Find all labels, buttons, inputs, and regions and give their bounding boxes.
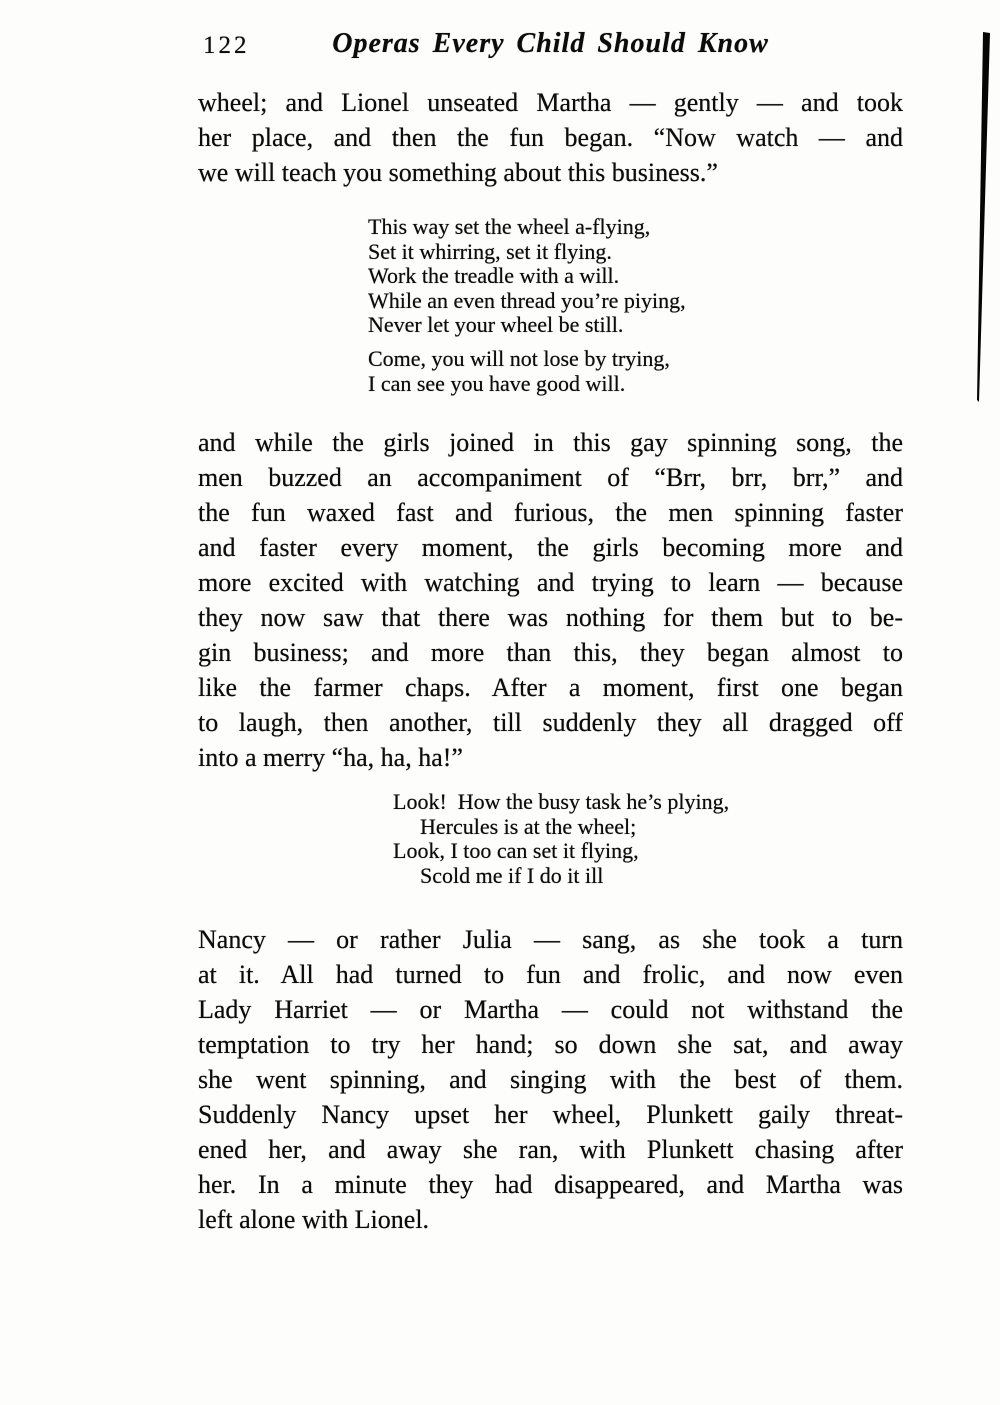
text-line: we will teach you something about this business.” — [198, 158, 718, 187]
text-line: temptation to try her hand; so down she sat, and away — [198, 1030, 903, 1059]
text-line: at it. All had turned to fun and frolic, and now even — [198, 960, 903, 989]
text-line: she went spinning, and singing with the best of them. — [198, 1065, 903, 1094]
text-line: like the farmer chaps. After a moment, first one began — [198, 673, 903, 702]
text-line: her. In a minute they had disappeared, and Martha was — [198, 1170, 903, 1199]
text-line: the fun waxed fast and furious, the men spinning faster — [198, 498, 903, 527]
text-line: Suddenly Nancy upset her wheel, Plunkett gaily threat- — [198, 1100, 903, 1129]
verse-line: Come, you will not lose by trying, — [368, 345, 670, 371]
page-number: 122 — [203, 32, 250, 59]
text-line: men buzzed an accompaniment of “Brr, brr, brr,” and — [198, 463, 903, 492]
text-line: left alone with Lionel. — [198, 1205, 430, 1234]
paragraph-3 — [198, 922, 903, 1237]
page-header — [198, 28, 903, 62]
verse-line: Hercules is at the wheel; — [420, 813, 637, 839]
verse-line: Never let your wheel be still. — [368, 312, 624, 338]
text-line: and while the girls joined in this gay spinning song, the — [198, 428, 903, 457]
text-line: and faster every moment, the girls becoming more and — [198, 533, 903, 562]
text-line: Lady Harriet — or Martha — could not withstand the — [198, 995, 903, 1024]
verse-line: Work the treadle with a will. — [368, 263, 620, 289]
text-line: her place, and then the fun began. “Now watch — and — [198, 123, 903, 152]
text-line: Nancy — or rather Julia — sang, as she took a turn — [198, 925, 903, 954]
verse-spinning-song — [368, 215, 788, 396]
text-line: gin business; and more than this, they began almost to — [198, 638, 903, 667]
paragraph-1 — [198, 85, 903, 190]
verse-line: I can see you have good will. — [368, 370, 626, 396]
text-line: ened her, and away she ran, with Plunkett chasing after — [198, 1135, 903, 1164]
verse-line: Look! How the busy task he’s plying, — [393, 789, 730, 814]
scan-artifact-line — [975, 30, 993, 405]
text-line: more excited with watching and trying to learn — because — [198, 568, 903, 597]
verse-stanza-1 — [368, 215, 788, 338]
verse-line: This way set the wheel a-flying, — [368, 214, 651, 239]
verse-stanza-2 — [368, 347, 788, 396]
text-line: they now saw that there was nothing for them but to be- — [198, 603, 903, 632]
page-title: Operas Every Child Should Know — [332, 28, 769, 59]
text-line: wheel; and Lionel unseated Martha — gently — and took — [198, 88, 903, 117]
verse-line: Scold me if I do it ill — [420, 862, 604, 888]
verse-line: While an even thread you’re piying, — [368, 287, 686, 313]
verse-hercules-song — [393, 790, 813, 888]
text-line: to laugh, then another, till suddenly they all dragged off — [198, 708, 903, 737]
text-line: into a merry “ha, ha, ha!” — [198, 743, 463, 772]
verse-line: Set it whirring, set it flying. — [368, 238, 612, 264]
paragraph-2 — [198, 425, 903, 775]
verse-line: Look, I too can set it flying, — [393, 838, 639, 864]
